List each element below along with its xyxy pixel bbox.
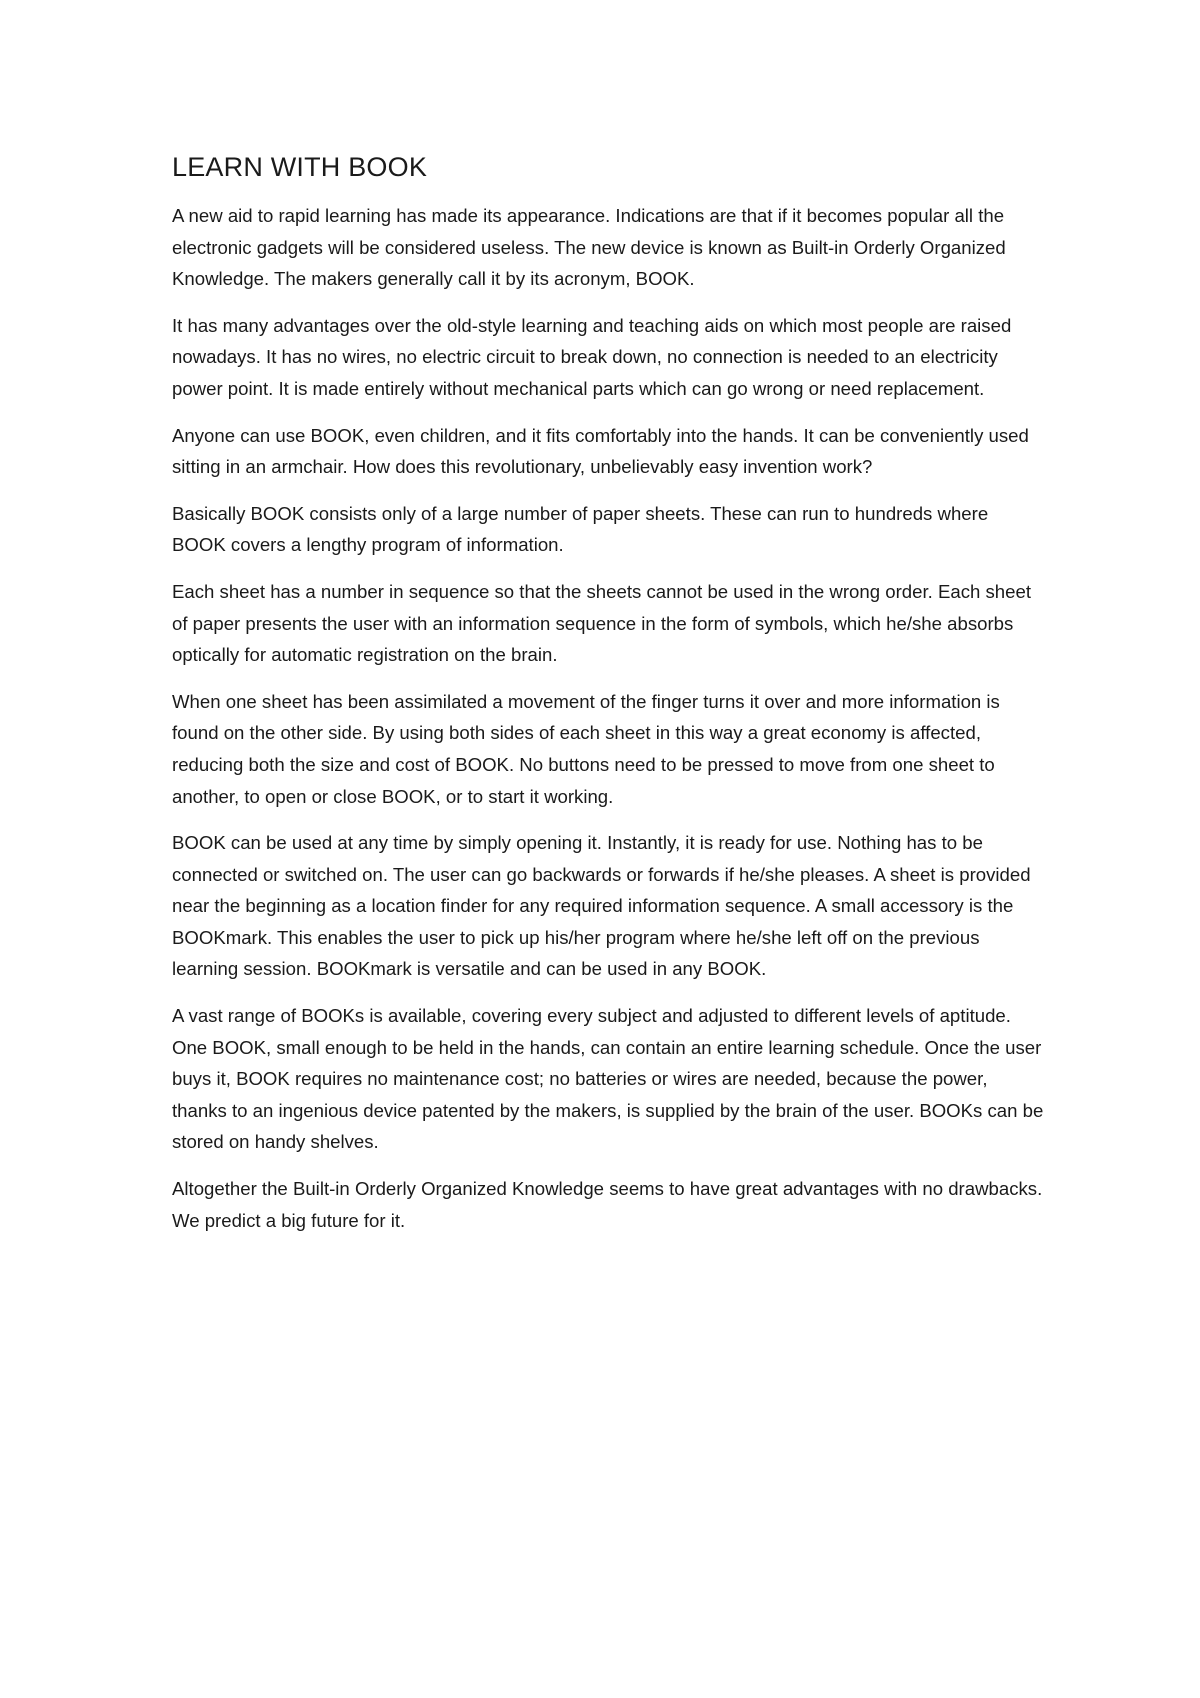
paragraph-7: BOOK can be used at any time by simply opening it. Instantly, it is ready for use. Nothing has to be connected or switched on. The user can go backwards or forwards if he/she pleases. A sheet is provided near the beginning as a location finder for any required information sequence. A small accessory is the BOOKmark. This enables the user to pick up his/her program where he/she left off on the previous learning session. BOOKmark is versatile and can be used in any BOOK. <box>172 832 1031 980</box>
paragraph-4: Basically BOOK consists only of a large number of paper sheets. These can run to hundreds where BOOK covers a lengthy program of information. <box>172 502 989 556</box>
document-body <box>172 150 1047 1251</box>
paragraph-1: A new aid to rapid learning has made its appearance. Indications are that if it becomes popular all the electronic gadgets will be considered useless. The new device is known as Built-in Orderly Organized Knowledge. The makers generally call it by its acronym, BOOK. <box>172 205 1006 290</box>
paragraph-5: Each sheet has a number in sequence so that the sheets cannot be used in the wrong order. Each sheet of paper presents the user with an information sequence in the form of symbols, which he/she absorbs optically for automatic registration on the brain. <box>172 580 1031 666</box>
paragraph-3: Anyone can use BOOK, even children, and it fits comfortably into the hands. It can be conveniently used sitting in an armchair. How does this revolutionary, unbelievably easy invention work? <box>172 424 1029 478</box>
paragraph-9: Altogether the Built-in Orderly Organized Knowledge seems to have great advantages with no drawbacks. We predict a big future for it. <box>172 1178 1043 1231</box>
paragraph-8: A vast range of BOOKs is available, covering every subject and adjusted to different levels of aptitude. One BOOK, small enough to be held in the hands, can contain an entire learning schedule. Once the user buys it, BOOK requires no maintenance cost; no batteries or wires are needed, because the power, thanks to an ingenious device patented by the makers, is supplied by the brain of the user. BOOKs can be stored on handy shelves. <box>172 1005 1044 1153</box>
document-title: LEARN WITH BOOK <box>172 152 428 182</box>
paragraph-2: It has many advantages over the old-style learning and teaching aids on which most people are raised nowadays. It has no wires, no electric circuit to break down, no connection is needed to an electricity power point. It is made entirely without mechanical parts which can go wrong or need replacement. <box>172 314 1012 399</box>
paragraph-6: When one sheet has been assimilated a movement of the finger turns it over and more information is found on the other side. By using both sides of each sheet in this way a great economy is affected, reducing both the size and cost of BOOK. No buttons need to be pressed to move from one sheet to another, to open or close BOOK, or to start it working. <box>172 690 1000 807</box>
